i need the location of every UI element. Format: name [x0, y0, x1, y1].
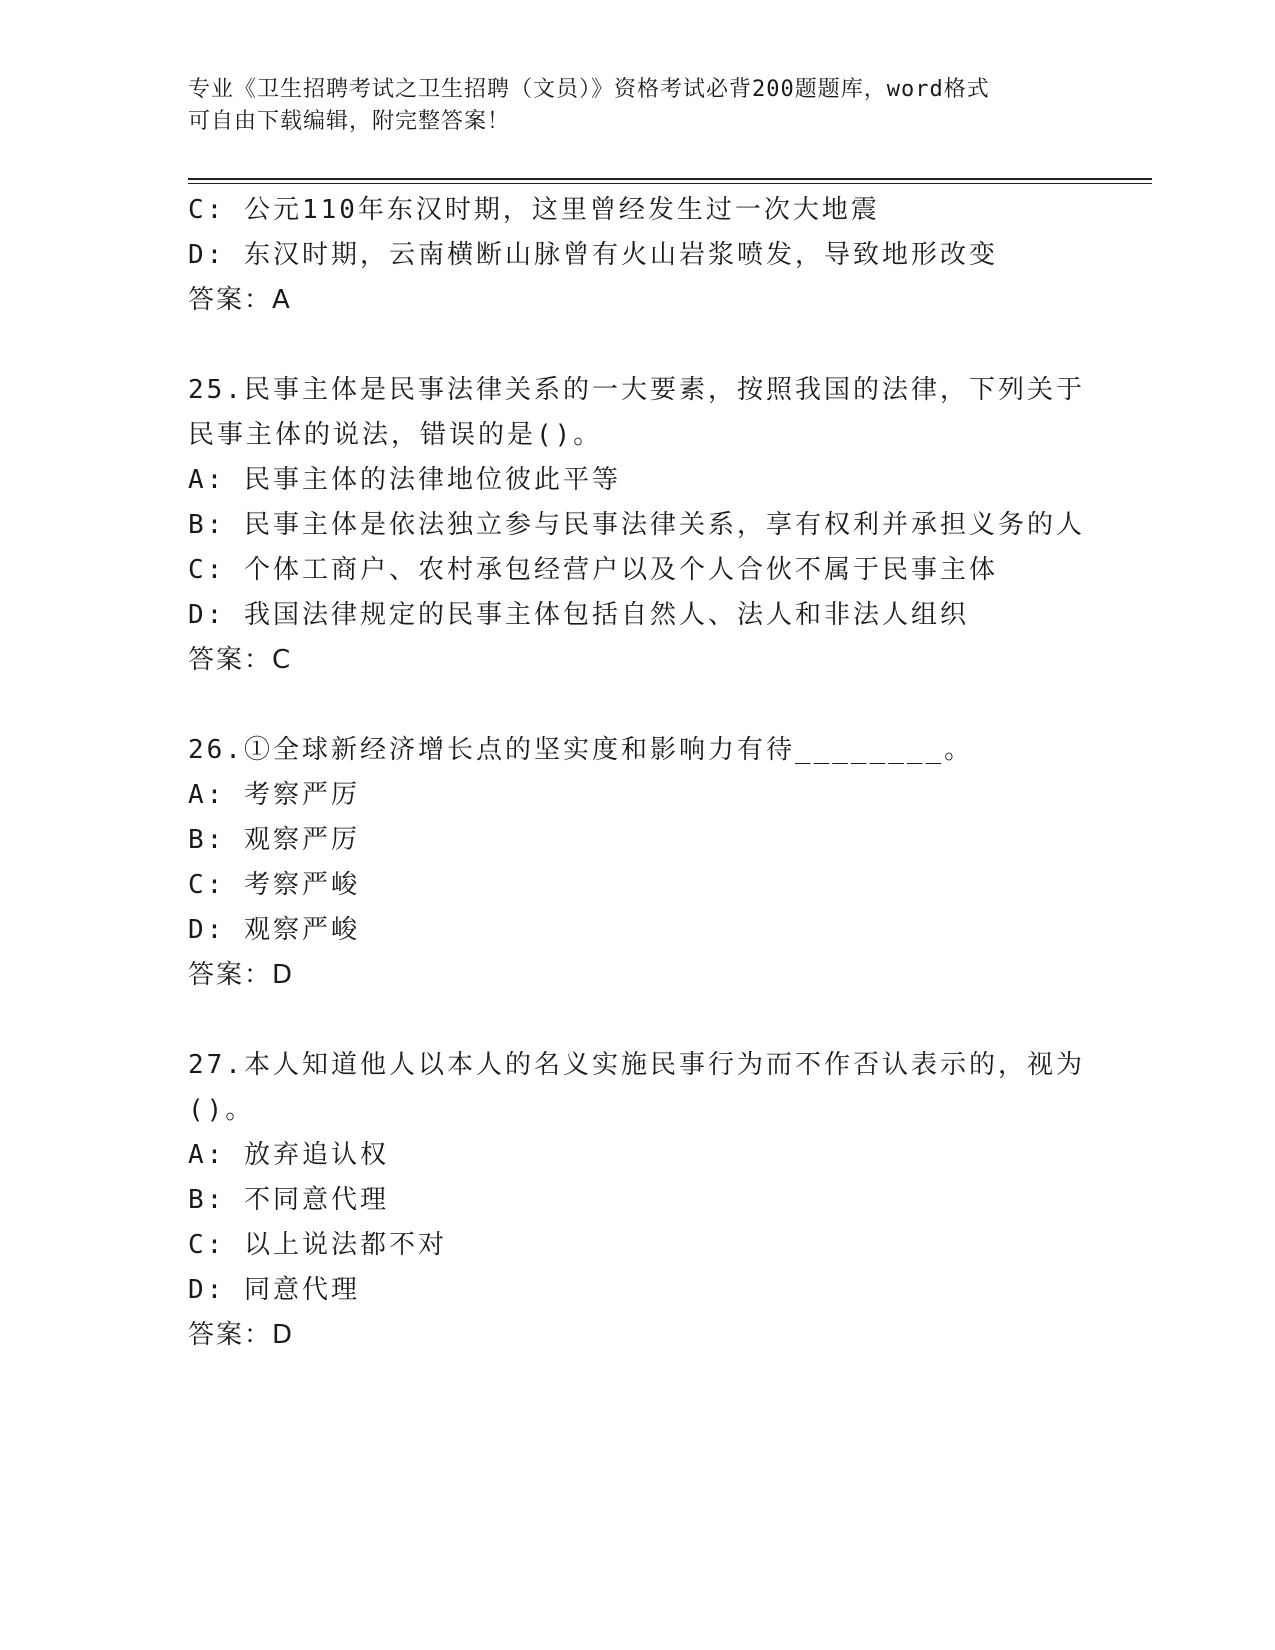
question-block-24 — [188, 188, 1088, 323]
spacer — [188, 683, 1088, 728]
question-stem-line-1: 25.民事主体是民事法律关系的一大要素，按照我国的法律，下列关于 — [188, 375, 1085, 405]
option-d: D: 我国法律规定的民事主体包括自然人、法人和非法人组织 — [188, 600, 969, 630]
option-b: B: 民事主体是依法独立参与民事法律关系，享有权利并承担义务的人 — [188, 510, 1085, 540]
option-b: B: 不同意代理 — [188, 1185, 389, 1215]
option-c: C: 个体工商户、农村承包经营户以及个人合伙不属于民事主体 — [188, 555, 998, 585]
header-line-2: 可自由下载编辑，附完整答案！ — [188, 109, 511, 134]
option-a: A: 民事主体的法律地位彼此平等 — [188, 465, 621, 495]
option-a: A: 考察严厉 — [188, 780, 360, 810]
option-c: C: 以上说法都不对 — [188, 1230, 447, 1260]
question-stem-line-2: ()。 — [188, 1095, 255, 1125]
spacer — [188, 998, 1088, 1043]
question-block-25 — [188, 368, 1088, 683]
question-list — [188, 188, 1088, 1358]
option-d: D: 东汉时期，云南横断山脉曾有火山岩浆喷发，导致地形改变 — [188, 240, 998, 270]
header-divider-thin — [188, 183, 1152, 184]
option-c: C: 考察严峻 — [188, 870, 360, 900]
question-block-27 — [188, 1043, 1088, 1358]
answer-label: 答案：D — [188, 960, 295, 990]
question-stem-line-1: 27.本人知道他人以本人的名义实施民事行为而不作否认表示的，视为 — [188, 1050, 1085, 1080]
header-divider — [188, 178, 1152, 180]
question-stem-line-2: 民事主体的说法，错误的是()。 — [188, 420, 603, 450]
answer-label: 答案：C — [188, 645, 293, 675]
header-line-1: 专业《卫生招聘考试之卫生招聘（文员）》资格考试必背200题题库，word格式 — [188, 77, 990, 102]
question-stem-line-1: 26.①全球新经济增长点的坚实度和影响力有待________。 — [188, 735, 974, 765]
spacer — [188, 323, 1088, 368]
option-b: B: 观察严厉 — [188, 825, 360, 855]
option-a: A: 放弃追认权 — [188, 1140, 389, 1170]
answer-label: 答案：D — [188, 1320, 295, 1350]
answer-label: 答案：A — [188, 285, 292, 315]
option-c: C: 公元110年东汉时期，这里曾经发生过一次大地震 — [188, 195, 880, 225]
document-header — [188, 74, 1068, 138]
question-block-26 — [188, 728, 1088, 998]
option-d: D: 同意代理 — [188, 1275, 360, 1305]
option-d: D: 观察严峻 — [188, 915, 360, 945]
